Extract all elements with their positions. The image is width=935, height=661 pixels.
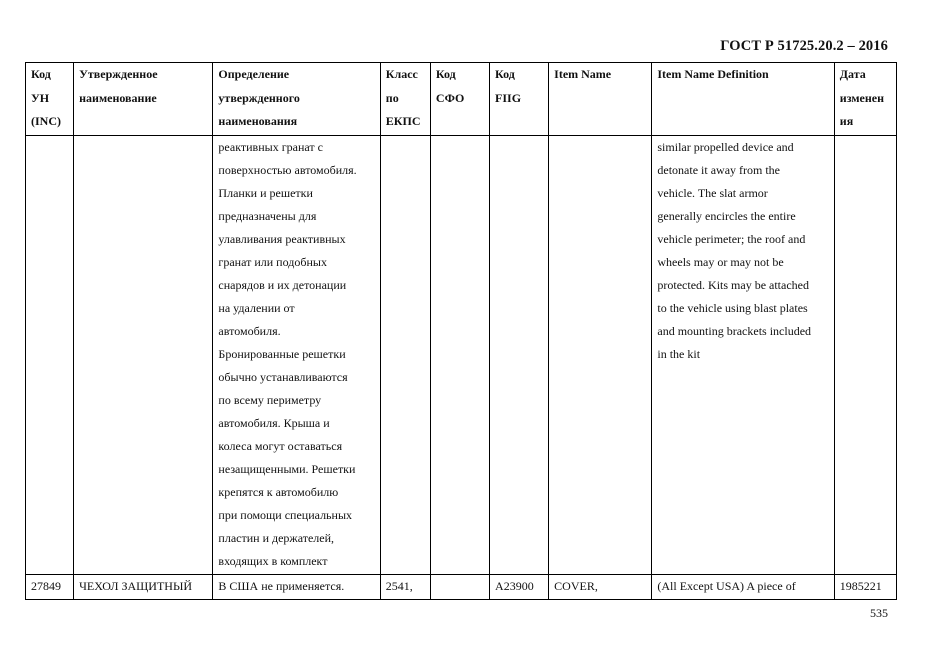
- text-line: незащищенными. Решетки: [218, 462, 356, 476]
- text-line: пластин и держателей,: [218, 531, 335, 545]
- text-line: предназначены для: [218, 209, 317, 223]
- text-line: колеса могут оставаться: [218, 439, 343, 453]
- text-line: protected. Kits may be attached: [657, 278, 809, 292]
- cell-definition-en: (All Except USA) A piece of: [652, 575, 834, 600]
- catalog-table: [25, 62, 897, 600]
- header-item-name-definition: Item Name Definition: [652, 63, 834, 136]
- text-line: реактивных гранат с: [218, 140, 323, 154]
- page-number: 535: [870, 606, 888, 620]
- text-line: на удалении от: [218, 301, 295, 315]
- text-line: при помощи специальных: [218, 508, 353, 522]
- cell-sfo-code: [430, 136, 489, 575]
- cell-inc: [26, 136, 74, 575]
- text-line: detonate it away from the: [657, 163, 781, 177]
- text-line: to the vehicle using blast plates: [657, 301, 808, 315]
- header-inc: Код УН (INC): [26, 63, 74, 136]
- cell-date-changed: 1985221: [834, 575, 896, 600]
- cell-approved-name: ЧЕХОЛ ЗАЩИТНЫЙ: [74, 575, 213, 600]
- text-line: vehicle. The slat armor: [657, 186, 768, 200]
- text-line: and mounting brackets included: [657, 324, 812, 338]
- text-line: автомобиля.: [218, 324, 281, 338]
- cell-ekps-class: [380, 136, 430, 575]
- text-line: vehicle perimeter; the roof and: [657, 232, 806, 246]
- cell-sfo-code: [430, 575, 489, 600]
- text-line: по всему периметру: [218, 393, 322, 407]
- header-approved-name: Утвержденное наименование: [74, 63, 213, 136]
- header-date-changed: Дата изменен ия: [834, 63, 896, 136]
- header-ekps-class: Класс по ЕКПС: [380, 63, 430, 136]
- cell-definition-ru: В США не применяется.: [213, 575, 380, 600]
- cell-definition-ru: [213, 136, 380, 575]
- table-row: [26, 575, 897, 600]
- header-row: [26, 63, 897, 136]
- cell-approved-name: [74, 136, 213, 575]
- cell-inc: 27849: [26, 575, 74, 600]
- text-line: similar propelled device and: [657, 140, 794, 154]
- text-line: Бронированные решетки: [218, 347, 346, 361]
- text-line: автомобиля. Крыша и: [218, 416, 330, 430]
- cell-date-changed: [834, 136, 896, 575]
- cell-item-name: [549, 136, 652, 575]
- text-line: улавливания реактивных: [218, 232, 346, 246]
- cell-ekps-class: 2541,: [380, 575, 430, 600]
- text-line: обычно устанавливаются: [218, 370, 348, 384]
- header-sfo-code: Код СФО: [430, 63, 489, 136]
- text-line: generally encircles the entire: [657, 209, 796, 223]
- text-line: снарядов и их детонации: [218, 278, 347, 292]
- table-row: [26, 136, 897, 575]
- text-line: поверхностью автомобиля.: [218, 163, 357, 177]
- cell-item-name: COVER,: [549, 575, 652, 600]
- header-item-name: Item Name: [549, 63, 652, 136]
- header-definition: Определение утвержденного наименования: [213, 63, 380, 136]
- text-line: гранат или подобных: [218, 255, 327, 269]
- text-line: крепятся к автомобилю: [218, 485, 339, 499]
- cell-definition-en: [652, 136, 834, 575]
- text-line: wheels may or may not be: [657, 255, 784, 269]
- cell-fiig-code: [490, 136, 549, 575]
- header-fiig-code: Код FIIG: [490, 63, 549, 136]
- text-line: in the kit: [657, 347, 701, 361]
- text-line: Планки и решетки: [218, 186, 313, 200]
- text-line: входящих в комплект: [218, 554, 328, 568]
- cell-fiig-code: A23900: [490, 575, 549, 600]
- document-code: ГОСТ Р 51725.20.2 – 2016: [720, 38, 888, 54]
